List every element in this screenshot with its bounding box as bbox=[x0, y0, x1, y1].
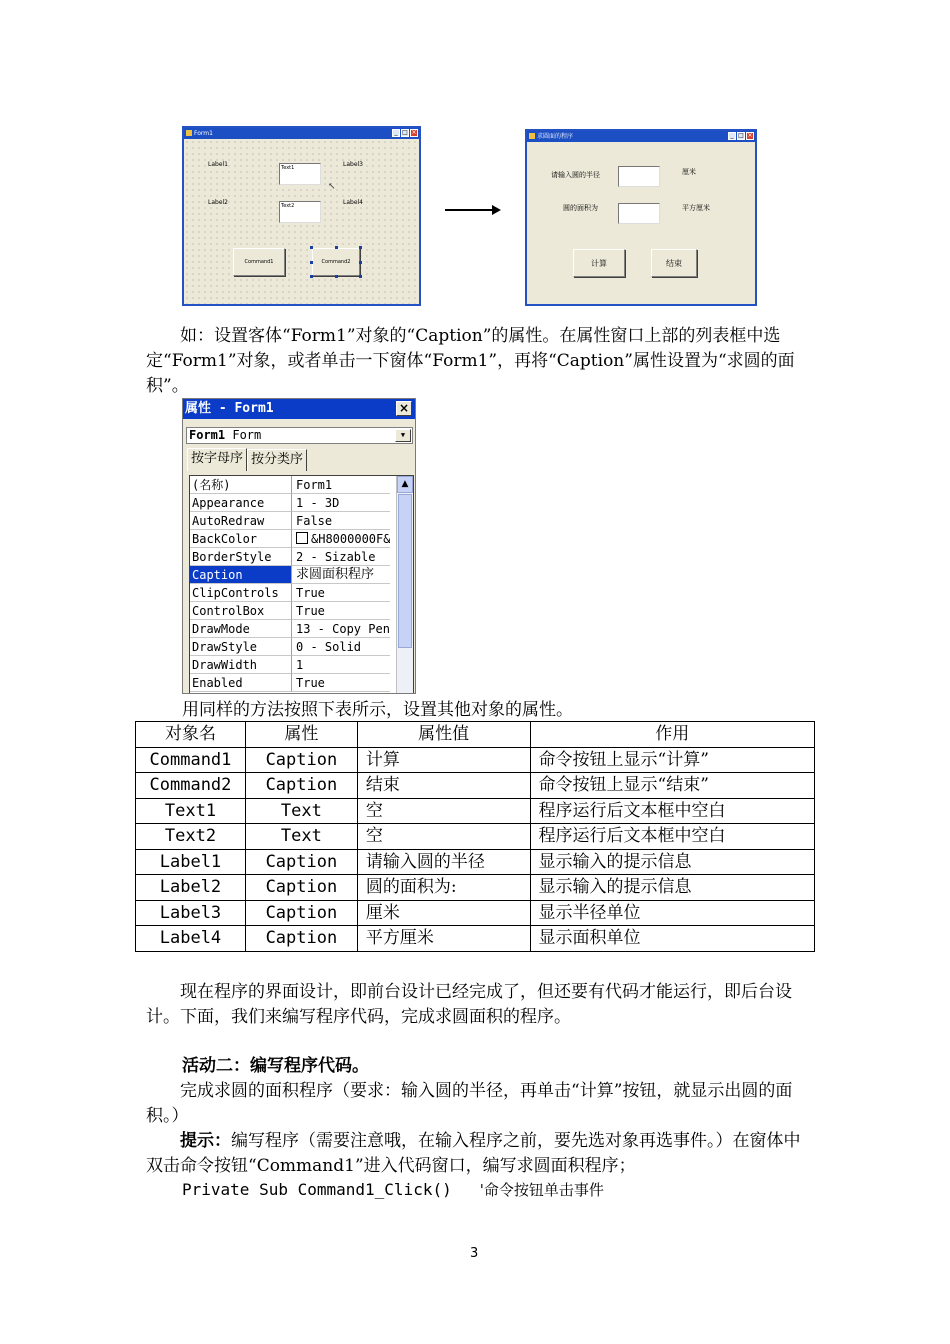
selection-handle[interactable] bbox=[335, 275, 338, 278]
property-grid bbox=[189, 475, 414, 694]
end-button[interactable]: 结束 bbox=[651, 249, 697, 277]
object-combo[interactable] bbox=[186, 427, 413, 444]
design-command2[interactable]: Command2 bbox=[312, 248, 360, 276]
minimize-icon[interactable]: _ bbox=[728, 132, 736, 140]
property-row[interactable]: BackColor &H8000000F& bbox=[192, 532, 390, 546]
scrollbar-thumb[interactable] bbox=[398, 494, 412, 648]
properties-window bbox=[182, 398, 416, 694]
runtime-form-window bbox=[525, 129, 757, 306]
radius-input[interactable] bbox=[618, 166, 660, 187]
design-command1[interactable]: Command1 bbox=[233, 248, 285, 276]
design-text2[interactable]: Text2 bbox=[279, 201, 321, 223]
selection-handle[interactable] bbox=[310, 275, 313, 278]
object-type: Form bbox=[232, 428, 262, 442]
close-icon[interactable]: × bbox=[396, 401, 412, 416]
selection-handle[interactable] bbox=[359, 275, 362, 278]
activity-two-title: 活动二：编写程序代码。 bbox=[182, 1056, 369, 1076]
selection-handle[interactable] bbox=[310, 261, 313, 264]
code-statement: Private Sub Command1_Click() bbox=[182, 1180, 452, 1199]
form-icon bbox=[186, 130, 192, 136]
table-row: Text1 Text 空 程序运行后文本框中空白 bbox=[136, 798, 815, 824]
property-row[interactable]: DrawWidth 1 bbox=[190, 656, 390, 674]
property-row[interactable]: AutoRedraw False bbox=[190, 512, 390, 530]
table-row: Command1 Caption 计算 命令按钮上显示“计算” bbox=[136, 747, 815, 773]
table-row: Text2 Text 空 程序运行后文本框中空白 bbox=[136, 824, 815, 850]
table-row: Label1 Caption 请输入圆的半径 显示输入的提示信息 bbox=[136, 849, 815, 875]
paragraph-table-intro: 用同样的方法按照下表所示，设置其他对象的属性。 bbox=[182, 700, 573, 720]
runtime-label1: 请输入圆的半径 bbox=[551, 171, 600, 179]
paragraph-hint bbox=[146, 1129, 810, 1179]
paragraph-backend-intro: 现在程序的界面设计，即前台设计已经完成了，但还要有代码才能运行，即后台设计。下面，我们来编写程序代码，完成求圆面积的程序。 bbox=[146, 982, 792, 1027]
property-row[interactable]: BorderStyle 2 - Sizable bbox=[190, 548, 390, 566]
selection-handle[interactable] bbox=[359, 261, 362, 264]
paragraph-requirement: 完成求圆的面积程序（要求：输入圆的半径，再单击“计算”按钮，就显示出圆的面积。） bbox=[146, 1081, 793, 1126]
property-row[interactable]: ControlBox True bbox=[190, 602, 390, 620]
maximize-icon[interactable]: □ bbox=[738, 132, 744, 139]
property-row-selected[interactable]: Caption 求圆面积程序 bbox=[190, 566, 390, 584]
design-label2[interactable]: Label2 bbox=[208, 199, 229, 206]
design-label4[interactable]: Label4 bbox=[343, 199, 364, 206]
calc-button[interactable]: 计算 bbox=[573, 249, 625, 277]
maximize-icon[interactable]: □ bbox=[402, 129, 408, 136]
close-icon[interactable]: × bbox=[747, 132, 753, 139]
design-label1[interactable]: Label1 bbox=[208, 161, 229, 168]
properties-tabs bbox=[187, 449, 307, 471]
color-swatch-icon bbox=[296, 532, 308, 544]
property-row[interactable]: Appearance 1 - 3D bbox=[190, 494, 390, 512]
design-form-window bbox=[182, 126, 421, 306]
mouse-cursor-icon: ↖ bbox=[328, 182, 336, 192]
runtime-label4: 平方厘米 bbox=[682, 204, 710, 212]
code-comment: '命令按钮单击事件 bbox=[479, 1181, 604, 1199]
design-form-body bbox=[184, 139, 419, 304]
property-row[interactable]: DrawMode 13 - Copy Pen bbox=[192, 622, 390, 636]
property-row[interactable]: Enabled True bbox=[190, 674, 390, 692]
tab-alphabetic[interactable]: 按字母序 bbox=[187, 448, 247, 471]
table-row: Command2 Caption 结束 命令按钮上显示“结束” bbox=[136, 773, 815, 799]
property-row[interactable]: DrawStyle 0 - Solid bbox=[190, 638, 390, 656]
design-text1[interactable]: Text1 bbox=[279, 163, 321, 185]
property-row[interactable]: (名称) Form1 bbox=[190, 476, 390, 494]
code-line bbox=[182, 1179, 604, 1201]
close-icon[interactable]: × bbox=[411, 129, 417, 136]
property-scrollbar[interactable] bbox=[396, 476, 413, 694]
hint-text: 编写程序（需要注意哦，在输入程序之前，要先选对象再选事件。）在窗体中双击命令按钮“Command1”进入代码窗口，编写求圆面积程序； bbox=[146, 1131, 801, 1176]
property-row[interactable]: ClipControls True bbox=[190, 584, 390, 602]
arrow-right-icon bbox=[444, 203, 502, 217]
design-label3[interactable]: Label3 bbox=[343, 161, 364, 168]
design-form-title: Form1 bbox=[194, 130, 213, 137]
properties-title: 属性 - Form1 bbox=[183, 399, 415, 419]
runtime-form-body bbox=[527, 142, 755, 304]
chevron-up-icon[interactable]: ▲ bbox=[397, 476, 413, 493]
page-number: 3 bbox=[470, 1246, 479, 1261]
runtime-label2: 圆的面积为 bbox=[563, 204, 598, 212]
selection-handle[interactable] bbox=[335, 246, 338, 249]
selection-handle[interactable] bbox=[310, 246, 313, 249]
runtime-label3: 厘米 bbox=[682, 168, 696, 176]
table-row: Label2 Caption 圆的面积为: 显示输入的提示信息 bbox=[136, 875, 815, 901]
chevron-down-icon[interactable]: ▼ bbox=[395, 429, 411, 442]
selection-handle[interactable] bbox=[359, 246, 362, 249]
hint-label: 提示： bbox=[180, 1131, 231, 1151]
table-header-row: 对象名 属性 属性值 作用 bbox=[136, 722, 815, 748]
tab-categorized[interactable]: 按分类序 bbox=[247, 449, 307, 471]
form-icon bbox=[529, 133, 535, 139]
object-properties-table bbox=[135, 721, 815, 952]
minimize-icon[interactable]: _ bbox=[392, 129, 400, 137]
area-output[interactable] bbox=[618, 203, 660, 224]
paragraph-caption-setting: 如：设置客体“Form1”对象的“Caption”的属性。在属性窗口上部的列表框中选定“Form1”对象，或者单击一下窗体“Form1”，再将“Caption”属性设置为“求圆的面积”。 bbox=[146, 326, 795, 396]
design-form-titlebar bbox=[184, 128, 419, 139]
runtime-form-title: 求圆面的程序 bbox=[537, 133, 574, 140]
table-row: Label4 Caption 平方厘米 显示面积单位 bbox=[136, 926, 815, 952]
object-name: Form1 bbox=[189, 428, 226, 442]
runtime-form-titlebar bbox=[527, 131, 755, 142]
table-row: Label3 Caption 厘米 显示半径单位 bbox=[136, 900, 815, 926]
